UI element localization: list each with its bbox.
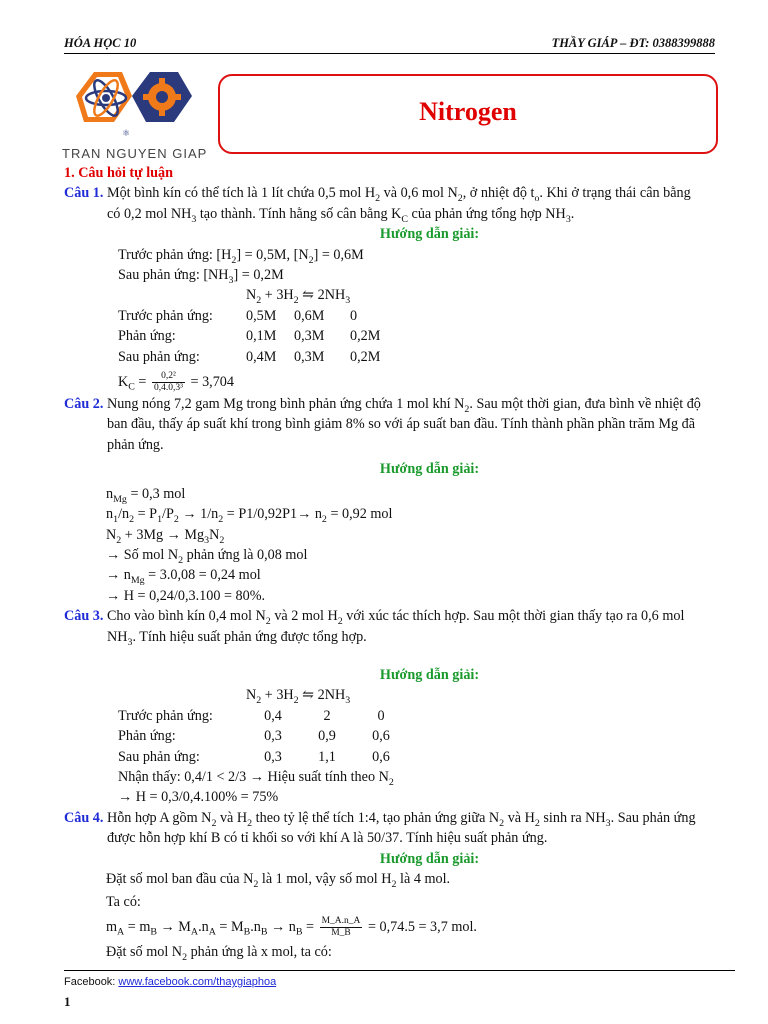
solution-line: → H = 0,3/0,4.100% = 75% xyxy=(118,789,279,806)
solution-line: Nhận thấy: 0,4/1 < 2/3 → Hiệu suất tính theo $N_2$ xyxy=(118,768,394,788)
question-1: Câu 1. Một bình kín có thể tích là 1 lít chứa 0,5 mol $H_2$ và 0,6 mol $N_2$, ở nhiệt độ $t_o$. Khi ở trạng thái cân bằng có 0,2 mol $NH_3$ tạo thành. Tính hằng số cân bằng $K_C$ của phản ứng tổng hợp $NH_3$. xyxy=(64,185,691,225)
table-row: Phản ứng: 0,3 0,9 0,6 xyxy=(118,728,390,745)
table-row: $N_2 + 3H_2$ ⇋ $2NH_3$ xyxy=(246,687,351,707)
solution-line: Đặt số mol $N_2$ phản ứng là x mol, ta có: xyxy=(106,943,332,963)
facebook-link[interactable]: www.facebook.com/thaygiaphoa xyxy=(118,976,277,988)
kc-formula: $K_C$ = $\frac{\text{0,2²}}{\text{0,4.0,3³}}$ = 3,704 xyxy=(118,371,234,394)
solution-heading: Hướng dẫn giải: xyxy=(379,461,480,478)
solution-line: $N_2 + 3Mg \to Mg_3N_2$ xyxy=(106,526,225,546)
solution-line: → Số mol $N_2$ phản ứng là 0,08 mol xyxy=(106,546,308,566)
header-divider xyxy=(64,53,715,54)
header-subject: HÓA HỌC 10 xyxy=(64,36,137,50)
svg-text:⚛: ⚛ xyxy=(122,129,131,139)
table-row: $N_2 + 3H_2$ ⇋ $2NH_3$ xyxy=(246,287,351,307)
page-header xyxy=(64,36,715,54)
solution-line: $n_{Mg} = 0,3$ mol xyxy=(106,485,186,505)
logo-text: TRAN NGUYEN GIAP xyxy=(62,146,208,161)
content xyxy=(64,163,735,962)
question-label: Câu 2. xyxy=(64,396,104,413)
reaction-table xyxy=(118,285,380,367)
solution-heading: Hướng dẫn giải: xyxy=(379,850,480,867)
footer-divider xyxy=(64,970,735,971)
page-number: 1 xyxy=(64,994,71,1009)
table-row: Sau phản ứng: 0,4M 0,3M 0,2M xyxy=(118,348,381,365)
question-label: Câu 3. xyxy=(64,608,104,625)
title-box xyxy=(218,74,718,154)
solution-line: Sau phản ứng: $[NH_3] = 0,2M$ xyxy=(118,267,284,286)
table-row: Trước phản ứng: 0,4 2 0 xyxy=(118,707,385,724)
solution-line: → H = 0,24/0,3.100 = 80%. xyxy=(106,587,266,604)
question-4: Câu 4. Hỗn hợp A gồm $N_2$ và $H_2$ theo tỷ lệ thể tích 1:4, tạo phản ứng giữa $N_2$ và $H_2$ sinh ra $NH_3$. Sau phản ứng được hỗn hợp khí B có tỉ khối so với khí A là 50/37. Tính hiệu suất phản ứng. xyxy=(64,809,696,847)
question-3: Câu 3. Cho vào bình kín 0,4 mol $N_2$ và 2 mol $H_2$ với xúc tác thích hợp. Sau một thời gian thấy tạo ra 0,6 mol $NH_3$. Tính hiệu suất phản ứng được tổng hợp. xyxy=(64,608,685,648)
section-title: 1. Câu hỏi tự luận xyxy=(64,165,174,181)
page-title: Nitrogen xyxy=(419,97,517,126)
solution-line: $n_1/n_2 = P_1/P_2 \to 1/n_2 = P1/0,92P1\to n_2 = 0,92$ mol xyxy=(106,506,393,525)
solution-line: → $n_{Mg} = 3.0,08 = 0,24$ mol xyxy=(106,567,261,587)
solution-line: $m_A = m_B \to M_A.n_A = M_B.n_B \to n_B$ = $\frac{M\_A.n\_A}{M\_B}$ = 0,74.5 = 3,7 mol. xyxy=(106,915,477,938)
question-label: Câu 1. xyxy=(64,185,104,202)
question-2: Câu 2. Nung nóng 7,2 gam Mg trong bình phản ứng chứa 1 mol khí $N_2$. Sau một thời gian, đưa bình về nhiệt độ ban đầu, thấy áp suất khí trong bình giảm 8% so với áp suất ban đầu. Tính thành phần phần trăm Mg đã phản ứng. xyxy=(64,396,701,453)
solution-heading: Hướng dẫn giải: xyxy=(379,226,480,243)
footer-label: Facebook: xyxy=(64,976,119,988)
table-row: Phản ứng: 0,1M 0,3M 0,2M xyxy=(118,328,381,345)
solution-line: Trước phản ứng: $[H_2] = 0,5M$, $[N_2] = 0,6M$ xyxy=(118,246,364,266)
solution-line: Đặt số mol ban đầu của $N_2$ là 1 mol, vậy số mol $H_2$ là 4 mol. xyxy=(106,871,451,890)
reaction-table xyxy=(118,685,408,767)
question-label: Câu 4. xyxy=(64,809,104,826)
table-row: Trước phản ứng: 0,5M 0,6M 0 xyxy=(118,307,358,324)
solution-line: Ta có: xyxy=(106,894,141,911)
solution-heading: Hướng dẫn giải: xyxy=(379,666,480,683)
footer xyxy=(64,976,276,988)
table-row: Sau phản ứng: 0,3 1,1 0,6 xyxy=(118,748,390,765)
header-teacher: THẦY GIÁP – ĐT: 0388399888 xyxy=(551,36,715,50)
